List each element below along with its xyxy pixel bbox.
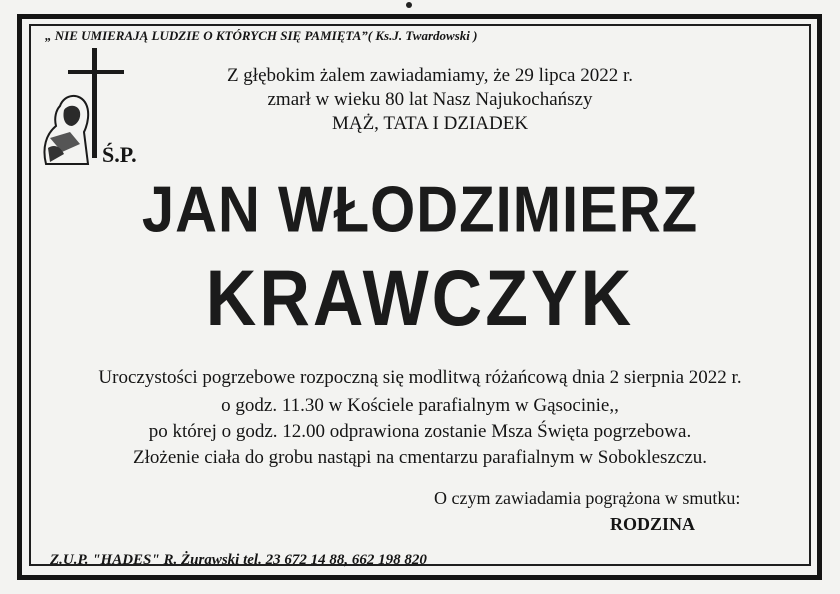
announcement-line-1: Z głębokim żalem zawiadamiamy, że 29 lipca 2022 r. (226, 65, 634, 86)
closing-text: O czym zawiadamia pogrążona w smutku: (434, 488, 741, 508)
sp-label: Ś.P. (102, 142, 137, 167)
announcement-line-3: MĄŻ, TATA I DZIADEK (331, 113, 529, 134)
deceased-surname: KRAWCZYK (205, 254, 635, 342)
deceased-first-names: JAN WŁODZIMIERZ (141, 173, 699, 246)
motto-quote: „ NIE UMIERAJĄ LUDZIE O KTÓRYCH SIĘ PAMIĘTA”( Ks.J. Twardowski ) (45, 28, 478, 43)
funeral-info-line-2: o godz. 11.30 w Kościele parafialnym w Gąsocinie,, (221, 395, 619, 416)
funeral-info-line-4: Złożenie ciała do grobu nastąpi na cmentarzu parafialnym w Sobokleszczu. (133, 447, 707, 468)
funeral-home-footer: Z.U.P. "HADES" R. Żurawski tel. 23 672 14 88, 662 198 820 (50, 552, 427, 568)
funeral-info-line-3: po której o godz. 12.00 odprawiona zostanie Msza Święta pogrzebowa. (148, 421, 692, 442)
scan-mark (406, 2, 412, 8)
funeral-info-line-1: Uroczystości pogrzebowe rozpoczną się modlitwą różańcową dnia 2 sierpnia 2022 r. (98, 367, 742, 388)
announcement-line-2: zmarł w wieku 80 lat Nasz Najukochańszy (267, 89, 593, 110)
family-signature: RODZINA (610, 514, 696, 534)
